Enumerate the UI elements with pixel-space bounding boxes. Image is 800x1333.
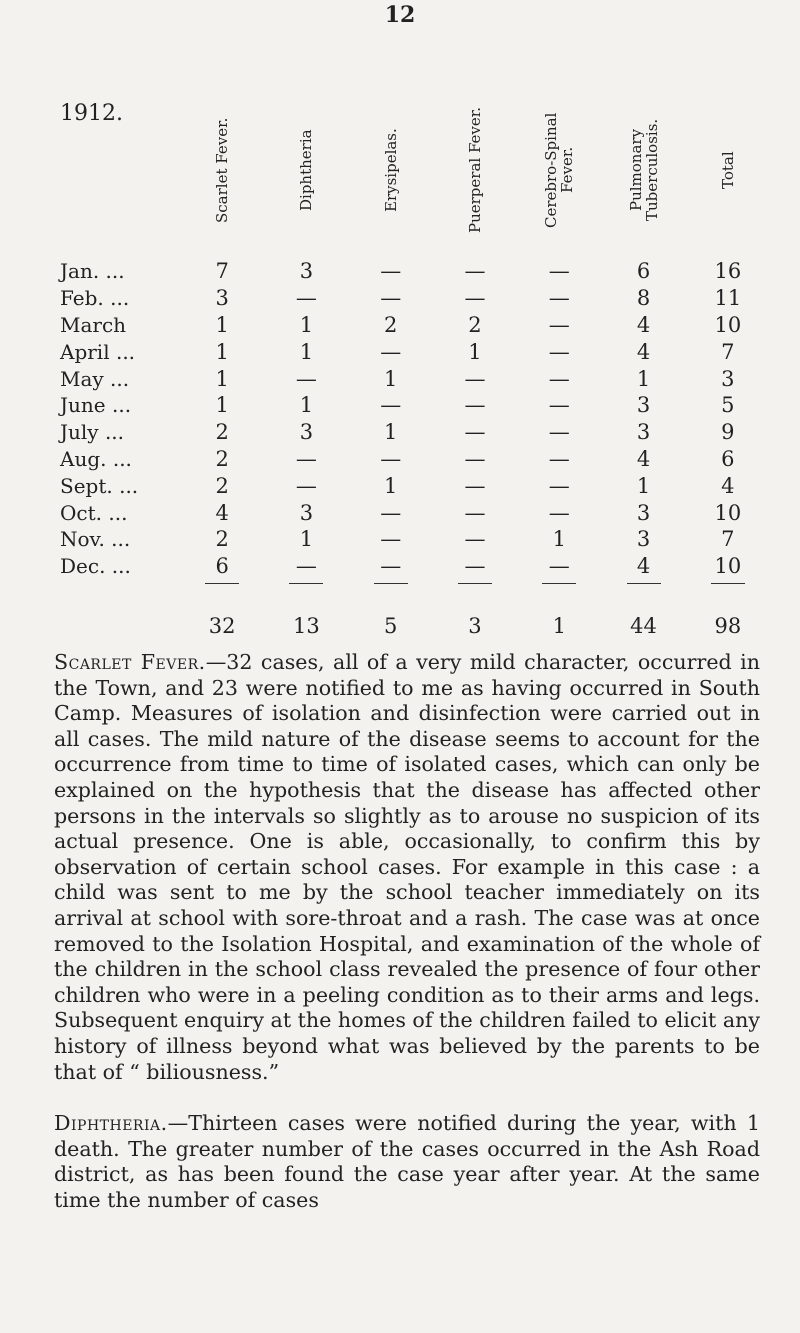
value-cell: 2 — [215, 527, 229, 552]
month-cell: Nov. ... — [60, 527, 131, 552]
value-cell: 3 — [636, 500, 651, 525]
value-cell: 1 — [299, 527, 314, 552]
value-cell: 1 — [215, 312, 229, 337]
column-header-label: Pulmonary Tuberculosis. — [626, 118, 661, 222]
value-cell: — — [464, 286, 486, 311]
value-cell: 2 — [215, 420, 229, 445]
value-cell: 3 — [636, 527, 651, 552]
table-body — [60, 258, 770, 646]
year-label: 1912. — [60, 100, 123, 126]
column-header-label: Scarlet Fever. — [213, 117, 232, 223]
value-cell: — — [295, 446, 317, 471]
value-cell: — — [548, 312, 570, 337]
value-cell: — — [548, 366, 570, 391]
value-cell: 6 — [721, 446, 735, 471]
disease-notification-table-wrapper — [60, 28, 770, 646]
value-cell: 1 — [384, 420, 398, 445]
value-cell: 3 — [299, 500, 314, 525]
value-cell: — — [464, 473, 486, 498]
value-cell: 2 — [468, 312, 482, 337]
rule-cell — [264, 580, 348, 588]
value-cell: 1 — [552, 527, 566, 552]
rule-spacer — [60, 580, 180, 588]
value-cell: 1 — [384, 366, 398, 391]
value-cell: 1 — [215, 393, 229, 418]
value-cell: — — [380, 446, 402, 471]
total-cell: 1 — [552, 613, 566, 638]
value-cell: — — [548, 446, 570, 471]
value-cell: — — [380, 554, 402, 579]
value-cell: — — [295, 286, 317, 311]
value-cell: 5 — [721, 393, 735, 418]
total-cell: 5 — [384, 613, 398, 638]
rule-cell — [686, 580, 770, 588]
table-row — [60, 392, 770, 419]
value-cell: — — [548, 339, 570, 364]
column-header — [180, 28, 264, 258]
section-heading: Diphtheria. — [54, 1111, 168, 1136]
table-row — [60, 365, 770, 392]
diphtheria-paragraph — [54, 1111, 760, 1213]
rule-cell — [433, 580, 517, 588]
value-cell: 1 — [636, 366, 651, 391]
value-cell: 7 — [721, 339, 735, 364]
section-heading: Scarlet Fever. — [54, 650, 206, 674]
value-cell: 1 — [636, 473, 651, 498]
month-cell: Feb. ... — [60, 286, 130, 311]
column-header-label: Total — [718, 151, 737, 189]
value-cell: — — [464, 420, 486, 445]
table-row — [60, 312, 770, 339]
value-cell: — — [464, 554, 486, 579]
value-cell: 3 — [636, 393, 651, 418]
value-cell: — — [464, 446, 486, 471]
value-cell: 2 — [215, 473, 229, 498]
total-cell: 32 — [208, 613, 236, 638]
column-header-label: Cerebro-Spinal Fever. — [542, 112, 577, 228]
value-cell: — — [380, 500, 402, 525]
value-cell: 4 — [636, 554, 651, 579]
value-cell: — — [380, 286, 402, 311]
column-header-label: Diphtheria — [297, 129, 316, 211]
value-cell: 8 — [636, 286, 651, 311]
value-cell: 6 — [636, 259, 651, 284]
value-cell: — — [548, 286, 570, 311]
value-cell: 1 — [468, 339, 482, 364]
table-row — [60, 526, 770, 553]
value-cell: 10 — [714, 500, 742, 525]
value-cell: — — [548, 259, 570, 284]
value-cell: — — [548, 473, 570, 498]
total-rule — [205, 583, 239, 584]
table-row — [60, 258, 770, 285]
total-rule — [458, 583, 492, 584]
value-cell: 11 — [714, 286, 742, 311]
total-rule — [627, 583, 661, 584]
value-cell: 1 — [215, 339, 229, 364]
table-row — [60, 553, 770, 580]
section-body: —32 cases, all of a very mild character, occurred in the Town, and 23 were notified to me as having occurred in South Camp. Measures of isolation and disinfection were carried out in all cases. The mild nature of the disease seems to account for the occurrence from time to time of isolated cases, which can only be explained on the hypothesis that the disease has affected other persons in the intervals so slightly as to arouse no suspicion of its actual presence. One is able, occasionally, to confirm this by observation of certain school cases. For example in this case : a child was sent to me by the school teacher immediately on its arrival at school with sore-throat and a rash. The case was at once removed to the Isolation Hospital, and examination of the whole of the children in the school class revealed the presence of four other children who were in a peeling condition as to their arms and legs. Subsequent enquiry at the homes of the children failed to elicit any history of illness beyond what was believed by the parents to be that of “ biliousness.” — [54, 650, 760, 1084]
value-cell: 1 — [299, 339, 314, 364]
table-header-row — [60, 28, 770, 258]
table-row — [60, 338, 770, 365]
total-cell: 98 — [714, 613, 742, 638]
total-rule — [542, 583, 576, 584]
value-cell: 4 — [636, 312, 651, 337]
table-row — [60, 419, 770, 446]
value-cell: — — [464, 500, 486, 525]
total-rule-row — [60, 580, 770, 588]
value-cell: — — [548, 420, 570, 445]
value-cell: — — [548, 500, 570, 525]
column-header-label: Erysipelas. — [381, 128, 400, 212]
value-cell: 2 — [384, 312, 398, 337]
month-cell: Sept. ... — [60, 473, 139, 498]
table-row — [60, 472, 770, 499]
value-cell: 6 — [215, 554, 229, 579]
total-rule — [711, 583, 745, 584]
table-row — [60, 499, 770, 526]
value-cell: — — [464, 259, 486, 284]
column-header — [686, 28, 770, 258]
table-row — [60, 446, 770, 473]
total-rule — [289, 583, 323, 584]
rule-cell — [180, 580, 264, 588]
month-cell: April ... — [60, 339, 136, 364]
value-cell: — — [548, 554, 570, 579]
report-text — [54, 650, 760, 1213]
value-cell: 1 — [299, 393, 314, 418]
value-cell: 4 — [721, 473, 735, 498]
page-number: 12 — [384, 2, 416, 28]
value-cell: 10 — [714, 312, 742, 337]
totals-label-spacer — [60, 588, 180, 646]
disease-notification-table — [60, 28, 770, 646]
month-cell: July ... — [60, 420, 125, 445]
value-cell: — — [380, 259, 402, 284]
value-cell: 16 — [714, 259, 742, 284]
value-cell: 1 — [215, 366, 229, 391]
total-rule — [374, 583, 408, 584]
value-cell: — — [464, 366, 486, 391]
totals-row — [60, 588, 770, 646]
value-cell: 3 — [299, 259, 314, 284]
column-header-label: Puerperal Fever. — [465, 106, 484, 234]
rule-cell — [517, 580, 601, 588]
table-row — [60, 285, 770, 312]
total-cell: 13 — [293, 613, 320, 638]
month-cell: May ... — [60, 366, 130, 391]
month-cell: June ... — [60, 393, 132, 418]
scarlet-fever-paragraph — [54, 650, 760, 1085]
value-cell: 10 — [714, 554, 742, 579]
column-header — [264, 28, 348, 258]
total-cell: 3 — [468, 613, 482, 638]
value-cell: 9 — [721, 420, 735, 445]
month-cell: Jan. ... — [60, 259, 125, 284]
value-cell: 3 — [299, 420, 314, 445]
month-cell: March — [60, 312, 127, 337]
value-cell: — — [380, 339, 402, 364]
value-cell: 3 — [721, 366, 735, 391]
value-cell: 1 — [384, 473, 398, 498]
value-cell: — — [464, 393, 486, 418]
value-cell: — — [548, 393, 570, 418]
value-cell: 3 — [215, 286, 229, 311]
month-cell: Oct. ... — [60, 500, 128, 525]
value-cell: 7 — [215, 259, 229, 284]
value-cell: 2 — [215, 446, 229, 471]
value-cell: — — [295, 554, 317, 579]
rule-cell — [349, 580, 433, 588]
column-header — [517, 28, 601, 258]
value-cell: 4 — [215, 500, 229, 525]
section-body: —Thirteen cases were notified during the year, with 1 death. The greater number of the cases occurred in the Ash Road district, as has been found the case year after year. At the same time the number of cases — [54, 1111, 760, 1212]
value-cell: — — [295, 473, 317, 498]
column-header — [433, 28, 517, 258]
column-header — [601, 28, 685, 258]
month-cell: Dec. ... — [60, 554, 131, 579]
total-cell: 44 — [630, 613, 657, 638]
value-cell: — — [464, 527, 486, 552]
value-cell: — — [380, 393, 402, 418]
value-cell: 4 — [636, 339, 651, 364]
value-cell: 7 — [721, 527, 735, 552]
value-cell: — — [380, 527, 402, 552]
value-cell: 1 — [299, 312, 314, 337]
month-cell: Aug. ... — [60, 446, 132, 471]
value-cell: — — [295, 366, 317, 391]
rule-cell — [601, 580, 685, 588]
value-cell: 3 — [636, 420, 651, 445]
column-header — [349, 28, 433, 258]
value-cell: 4 — [636, 446, 651, 471]
